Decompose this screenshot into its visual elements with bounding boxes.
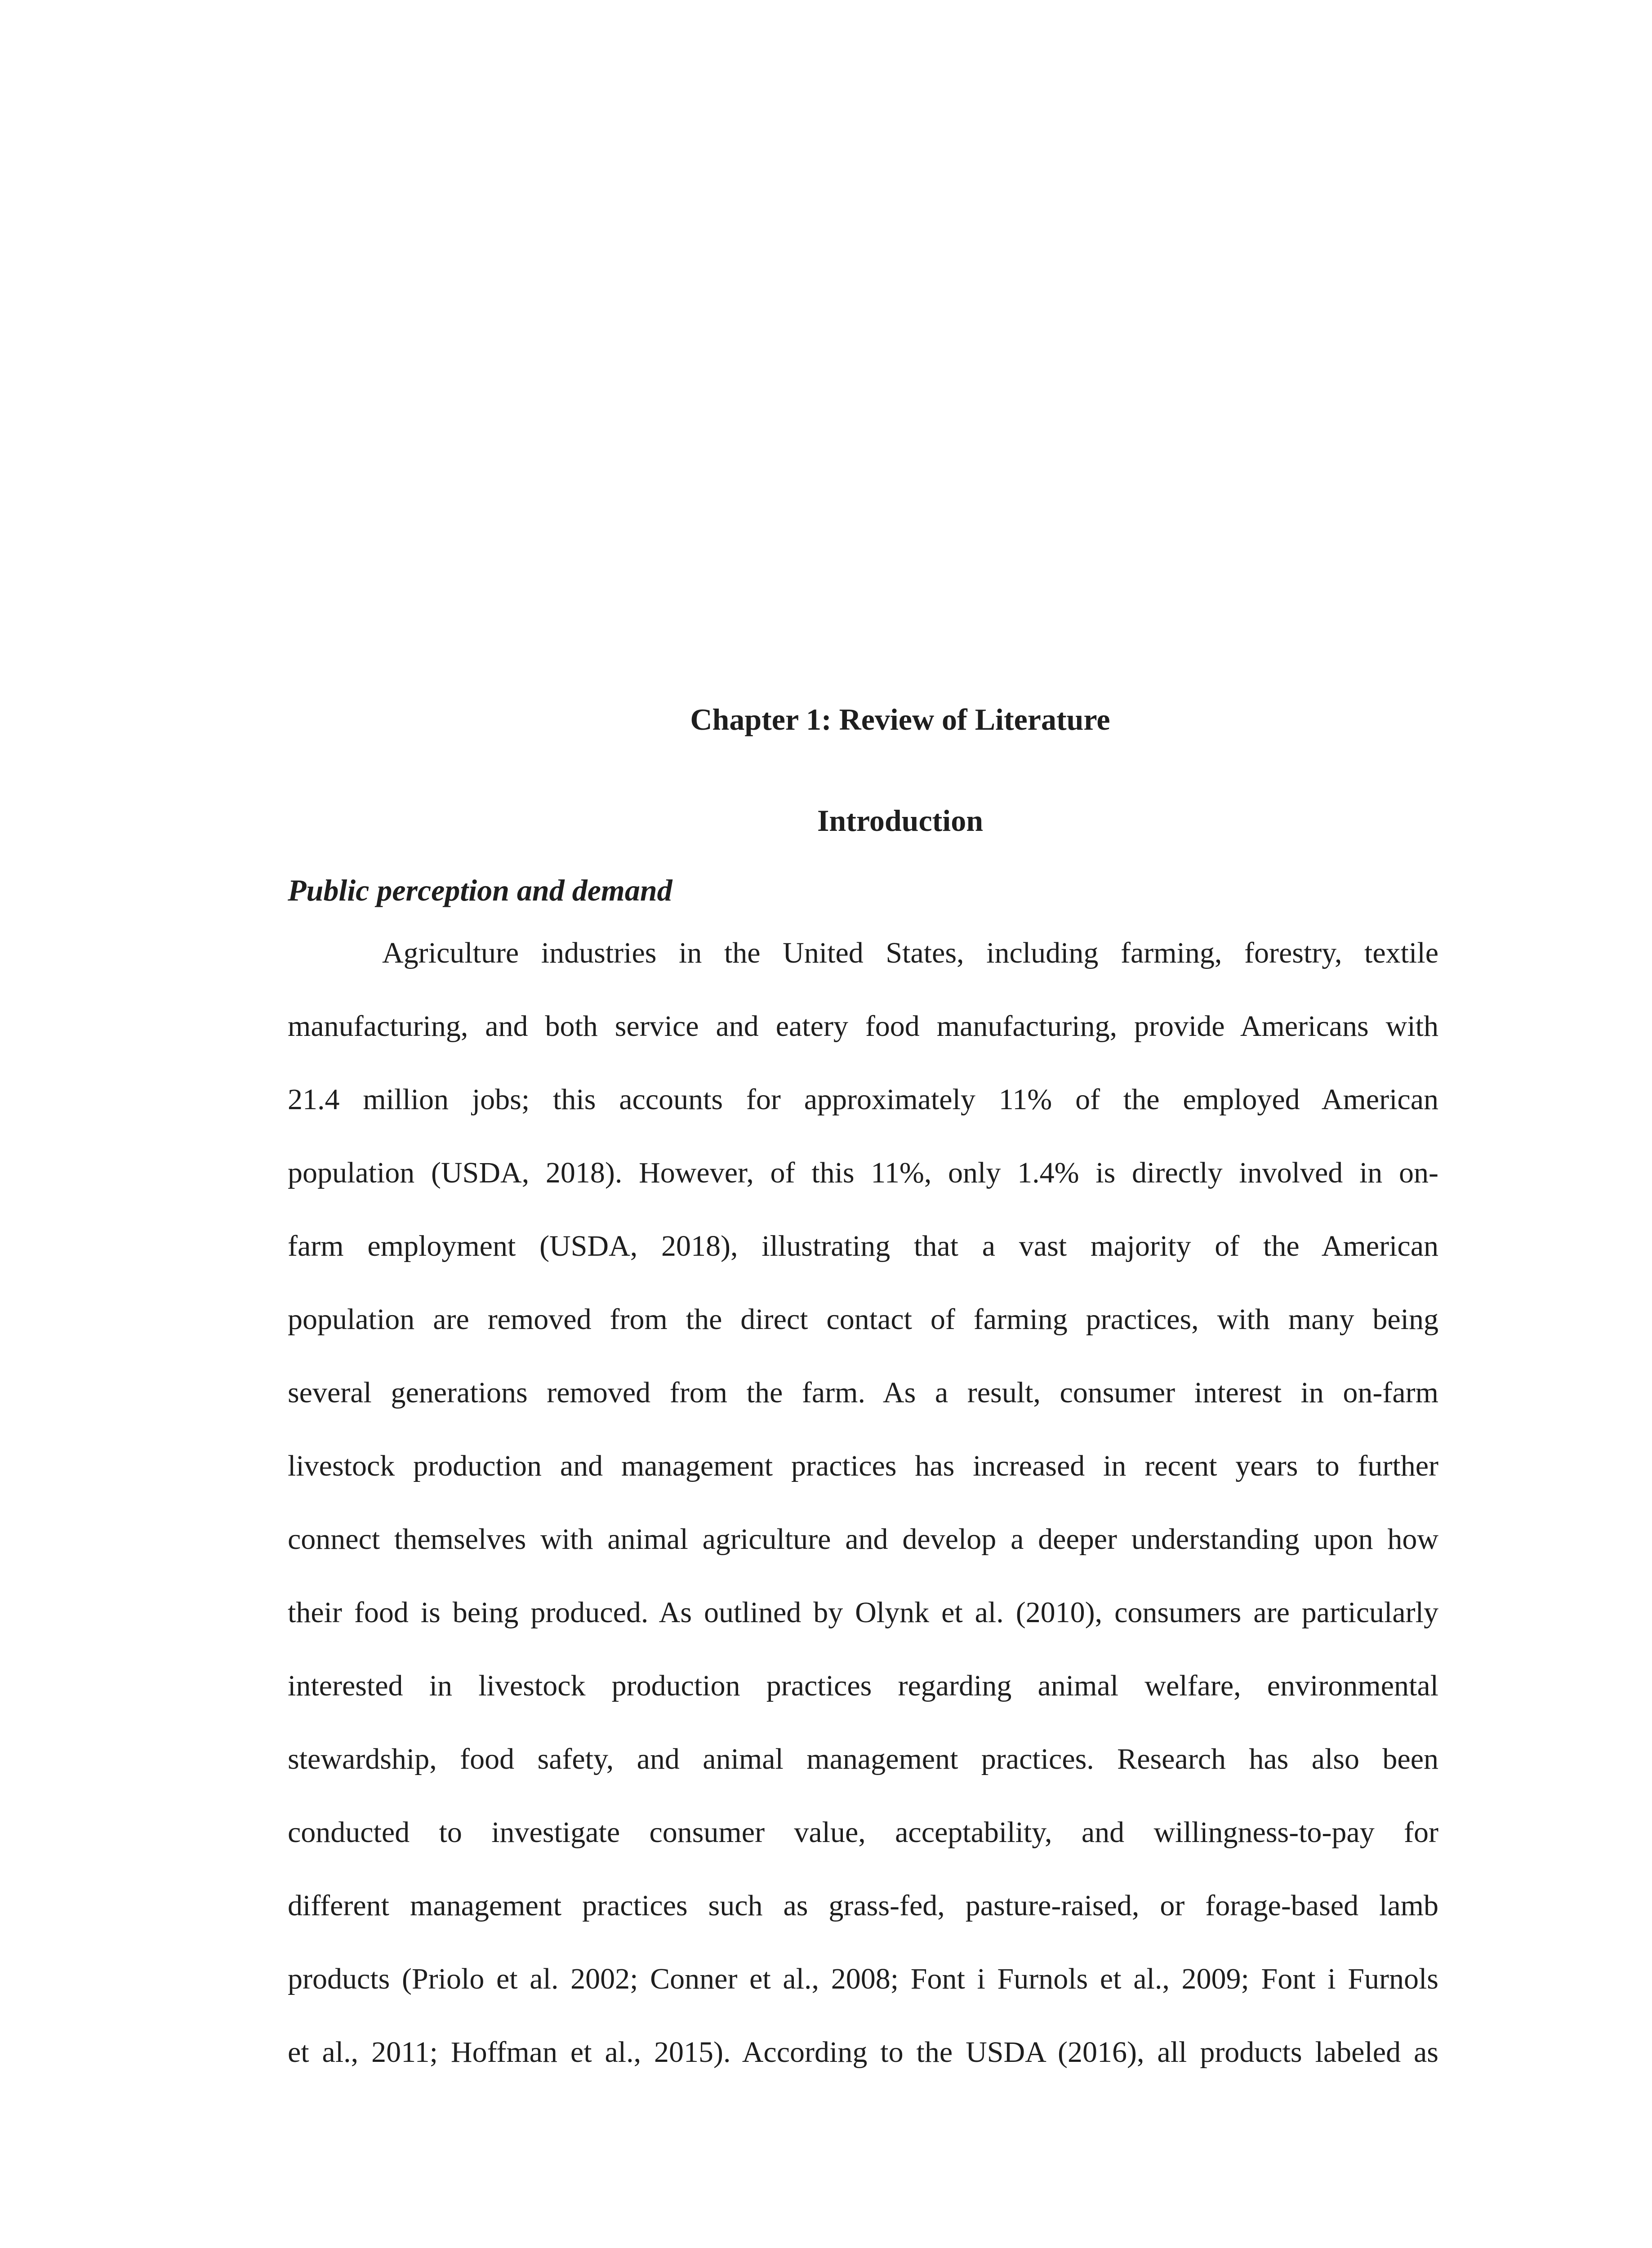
paragraph-line: products (Priolo et al. 2002; Conner et al., 2008; Font i Furnols et al., 2009; Font i Furnols — [288, 1963, 1438, 1995]
paragraph-line: different management practices such as grass-fed, pasture-raised, or forage-based lamb — [288, 1889, 1438, 1922]
chapter-title: Chapter 1: Review of Literature — [690, 702, 1110, 736]
paragraph-line: stewardship, food safety, and animal management practices. Research has also been — [288, 1743, 1438, 1775]
paragraph-line: population (USDA, 2018). However, of this 11%, only 1.4% is directly involved in on- — [288, 1156, 1438, 1189]
paragraph-line: manufacturing, and both service and eatery food manufacturing, provide Americans with — [288, 1010, 1438, 1043]
paragraph-line: Agriculture industries in the United States, including farming, forestry, textile — [382, 937, 1438, 969]
paragraph-line: 21.4 million jobs; this accounts for approximately 11% of the employed American — [288, 1083, 1438, 1116]
paragraph-line: interested in livestock production practices regarding animal welfare, environmental — [288, 1669, 1438, 1702]
paragraph-line: population are removed from the direct contact of farming practices, with many being — [288, 1303, 1438, 1336]
paragraph-line: et al., 2011; Hoffman et al., 2015). According to the USDA (2016), all products labeled as — [288, 2036, 1438, 2069]
paragraph-line: farm employment (USDA, 2018), illustrating that a vast majority of the American — [288, 1230, 1438, 1262]
paragraph-line: connect themselves with animal agriculture and develop a deeper understanding upon how — [288, 1523, 1438, 1556]
paragraph-line: livestock production and management practices has increased in recent years to further — [288, 1450, 1438, 1482]
paragraph-line: several generations removed from the farm. As a result, consumer interest in on-farm — [288, 1376, 1438, 1409]
paragraph-line: their food is being produced. As outlined by Olynk et al. (2010), consumers are particularly — [288, 1596, 1438, 1629]
subsection-heading: Public perception and demand — [288, 873, 672, 907]
section-heading-introduction: Introduction — [817, 803, 984, 838]
paragraph-line: conducted to investigate consumer value, acceptability, and willingness-to-pay for — [288, 1816, 1438, 1849]
body-paragraph — [288, 933, 1438, 2105]
